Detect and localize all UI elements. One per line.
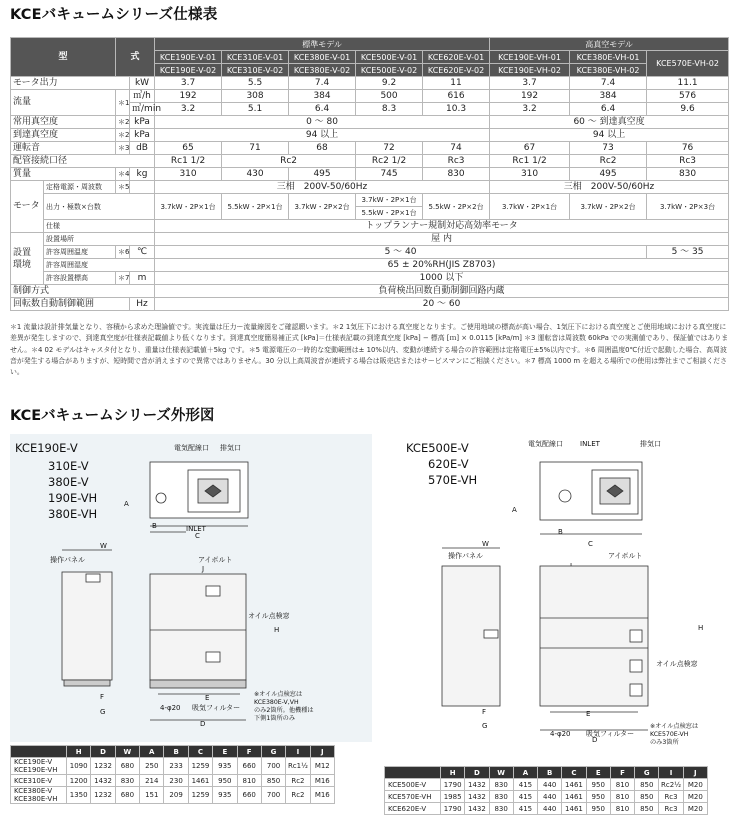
left-dim-e: E (205, 694, 210, 702)
right-side-view (442, 548, 500, 706)
left-model-0: KCE190E-V (15, 441, 78, 455)
dim-header: G (635, 767, 659, 779)
right-panel-label: 操作パネル (448, 552, 483, 560)
left-dim-j: J (202, 565, 205, 573)
dim-value: Rc2 (286, 787, 310, 804)
dim-value: 830 (115, 775, 139, 787)
value-cell: 67 (490, 142, 570, 155)
value-cell: 310 (490, 168, 570, 181)
value-cell: 3.7kW・2P×1台 (155, 194, 222, 220)
dim-header: H (67, 746, 91, 758)
value-cell: 5 〜 40 (155, 246, 647, 259)
unit-cell: kPa (130, 129, 155, 142)
dim-header: E (586, 767, 610, 779)
dim-value: 151 (140, 787, 164, 804)
row-label: モータ出力 (11, 77, 130, 90)
value-cell: 11.1 (647, 77, 729, 90)
dim-value: M16 (310, 787, 334, 804)
dim-value: 830 (489, 779, 513, 791)
left-oil-note-text-line: のみ2箇所。他機種は (254, 707, 314, 714)
dim-value: 209 (164, 787, 188, 804)
dim-value: 1232 (91, 787, 115, 804)
left-dim-h: H (274, 626, 280, 634)
left-oil-note-text: ※オイル点検窓は (254, 691, 303, 698)
value-cell: 3.2 (155, 103, 222, 116)
left-panel-label: 操作パネル (50, 556, 85, 564)
value-cell: Rc1 1/2 (490, 155, 570, 168)
dim-row (11, 775, 335, 787)
left-dim-c: C (195, 532, 200, 540)
header-high-vacuum-model: 高真空モデル (490, 38, 729, 51)
dim-row (385, 803, 708, 815)
value-cell: 384 (289, 90, 356, 103)
value-cell: 1000 以下 (155, 272, 729, 285)
left-dim-w: W (100, 542, 107, 550)
dim-value: 1461 (562, 803, 586, 815)
unit-cell: ㎥/h (130, 90, 155, 103)
left-holes-label: 4-φ20 (160, 704, 181, 712)
value-cell: 65 (155, 142, 222, 155)
dim-value: 1461 (562, 791, 586, 803)
dim-model: KCE500E-V (385, 779, 441, 791)
dim-value: 415 (513, 791, 537, 803)
right-dim-d: D (592, 736, 598, 744)
dim-header: W (115, 746, 139, 758)
dim-header: A (140, 746, 164, 758)
model-cell: KCE620E-V-02 (423, 64, 490, 77)
model-cell: KCE310E-V-02 (222, 64, 289, 77)
model-cell: KCE380E-V-01 (289, 51, 356, 64)
value-cell: 500 (356, 90, 423, 103)
dim-header: E (213, 746, 237, 758)
dim-value: M12 (310, 758, 334, 775)
right-dim-g: G (482, 722, 488, 730)
right-front-view (540, 566, 648, 730)
dim-value: 660 (237, 758, 261, 775)
right-oil-note-text-line: のみ3箇所 (650, 739, 679, 746)
row-label: 出力・極数×台数 (44, 194, 155, 220)
outline-drawings (10, 434, 730, 746)
model-cell: KCE570E-VH-02 (647, 51, 729, 77)
dim-value: 950 (213, 775, 237, 787)
dim-model: KCE310E-V (11, 775, 67, 787)
dim-value: Rc2 (286, 775, 310, 787)
dim-header (11, 746, 67, 758)
dim-value: 1461 (188, 775, 212, 787)
value-cell: 3.7kW・2P×1台 (490, 194, 570, 220)
left-dim-d: D (200, 720, 206, 728)
value-cell: 5 〜 35 (647, 246, 729, 259)
dim-value: 830 (489, 791, 513, 803)
value-cell: 495 (570, 168, 647, 181)
row-label: 到達真空度 (11, 129, 116, 142)
dim-value: 1432 (91, 775, 115, 787)
row-label: 許容周囲湿度 (44, 259, 155, 272)
left-filter-label: 吸気フィルター (192, 704, 241, 712)
value-cell: 3.7 (155, 77, 222, 90)
value-cell: 10.3 (423, 103, 490, 116)
unit-cell: ㎥/min (130, 103, 155, 116)
right-oil-note (650, 722, 700, 746)
dim-value: 415 (513, 779, 537, 791)
dim-value: 1461 (562, 779, 586, 791)
unit-cell: kg (130, 168, 155, 181)
value-cell: 73 (570, 142, 647, 155)
value-cell: 74 (423, 142, 490, 155)
right-dims-table (384, 766, 708, 815)
value-cell: Rc3 (647, 155, 729, 168)
spec-title: KCEバキュームシリーズ仕様表 (10, 7, 218, 23)
note-mark: ＊7 (116, 272, 130, 285)
value-cell: 94 以上 (490, 129, 729, 142)
dim-header: I (659, 767, 683, 779)
value-cell: 5.5 (222, 77, 289, 90)
model-cell: KCE500E-V-02 (356, 64, 423, 77)
row-label: 流量 (11, 90, 116, 116)
row-label: 配管接続口径 (11, 155, 155, 168)
dim-row (385, 779, 708, 791)
left-dim-g: G (100, 708, 106, 716)
left-model-2: 380E-V (48, 475, 89, 489)
model-cell: KCE190E-V-01 (155, 51, 222, 64)
dim-value: 850 (635, 803, 659, 815)
outline-title: KCEバキュームシリーズ外形図 (10, 408, 215, 424)
value-cell: 3.2 (490, 103, 570, 116)
dim-value: 415 (513, 803, 537, 815)
left-dim-b: B (152, 522, 157, 530)
unit-cell: m (130, 272, 155, 285)
dim-value: 1090 (67, 758, 91, 775)
value-cell: Rc2 (222, 155, 356, 168)
dim-header (385, 767, 441, 779)
value-cell: 94 以上 (155, 129, 490, 142)
value-cell: 9.2 (356, 77, 423, 90)
value-cell: 負荷検出回数自動制御回路内蔵 (155, 285, 729, 298)
value-cell: 屋 内 (155, 233, 729, 246)
dim-value: 440 (538, 803, 562, 815)
dim-header: J (683, 767, 707, 779)
dim-value: M16 (310, 775, 334, 787)
row-label: 定格電源・周波数 (44, 181, 116, 194)
dim-header: B (164, 746, 188, 758)
value-cell: 72 (356, 142, 423, 155)
dim-header: B (538, 767, 562, 779)
dim-header: H (441, 767, 465, 779)
dim-value: 1232 (91, 758, 115, 775)
value-cell: 430 (222, 168, 289, 181)
left-electrical-label: 電気配線口 (174, 444, 209, 452)
model-cell: KCE190E-VH-02 (490, 64, 570, 77)
right-dim-b: B (558, 528, 563, 536)
value-cell: 308 (222, 90, 289, 103)
dim-value: 233 (164, 758, 188, 775)
dim-value: 850 (635, 779, 659, 791)
right-dim-h: H (698, 624, 704, 632)
value-cell: 384 (570, 90, 647, 103)
value-cell: 830 (423, 168, 490, 181)
right-oil-note-text: ※オイル点検窓は (650, 723, 699, 730)
value-cell: 495 (289, 168, 356, 181)
right-oil-label: オイル点検窓 (656, 660, 698, 668)
dim-header: F (237, 746, 261, 758)
dim-header: D (465, 767, 489, 779)
right-filter-label: 吸気フィルター (586, 730, 635, 738)
dim-value: 1432 (465, 803, 489, 815)
value-cell: 3.7 (490, 77, 570, 90)
row-label: 回転数自動制御範囲 (11, 298, 130, 311)
left-eyebolt-label: アイボルト (198, 556, 233, 564)
value-cell: Rc1 1/2 (155, 155, 222, 168)
value-cell: 3.7kW・2P×2台 (289, 194, 356, 220)
value-cell: トップランナー規制対応高効率モータ (155, 220, 729, 233)
model-cell: KCE380E-V-02 (289, 64, 356, 77)
right-exhaust-label: 排気口 (640, 440, 661, 448)
dim-value: 810 (610, 779, 634, 791)
row-label: 質量 (11, 168, 116, 181)
value-cell: 5.5kW・2P×1台 (356, 207, 423, 220)
dim-value: 214 (140, 775, 164, 787)
right-top-view (540, 462, 642, 534)
dim-value: 935 (213, 787, 237, 804)
dim-row (385, 791, 708, 803)
left-dim-a: A (124, 500, 129, 508)
env-group-label: 設置 環境 (11, 233, 44, 285)
dim-value: 850 (261, 775, 285, 787)
dim-header: F (610, 767, 634, 779)
model-cell: KCE380E-VH-02 (570, 64, 647, 77)
value-cell: 192 (490, 90, 570, 103)
note-mark: ＊6 (116, 246, 130, 259)
value-cell: 68 (289, 142, 356, 155)
footnotes: ＊1 流量は設計排気量となり、容積から求めた理論値です。実流量は圧力ー流量線図をご確認願います。＊2 1気圧下における真空度となります。ご使用地域の標高が高い場合、1気圧下における真空度とご使用地域における真空度に差異が発生しますので、到達真空度が仕様表記載値より低くなります。到達真空度簡易補正式 [kPa]＝仕様表記載の到達真空度 [kPa] − 標高 [ｍ] × 0.0115 [kPa/m] ＊3 運転音は周波数 60kPa での実測値であり、保証値ではありません。＊4 02 モデルはキャスタ付となり、重量は仕様表記載値＋5kg です。＊5 電源電圧の一時的な変動範囲は± 10%以内、変動が連続する場合の許容範囲は定格電圧±5%以内です。＊6 周囲温度0℃付近で起動した場合、高周波音が発生する場合がありますが、短時間で音が消えますので異常ではありません。30 分以上高周波音が連続する場合は販売店またはサービスマンにご相談ください。＊7 標高 1000 m を超える場所での使用は弊社までご相談ください。 (10, 323, 729, 377)
row-label: 運転音 (11, 142, 116, 155)
value-cell: 0 〜 80 (155, 116, 490, 129)
note-mark: ＊5 (116, 181, 130, 194)
dim-value: 830 (489, 803, 513, 815)
value-cell: 60 〜 到達真空度 (490, 116, 729, 129)
left-oil-label: オイル点検窓 (248, 612, 290, 620)
dim-value: 950 (586, 779, 610, 791)
right-model-list (406, 441, 477, 487)
model-cell: KCE190E-V-02 (155, 64, 222, 77)
unit-cell: kPa (130, 116, 155, 129)
model-cell: KCE310E-V-01 (222, 51, 289, 64)
dim-value: 700 (261, 758, 285, 775)
left-inlet-label: INLET (186, 525, 206, 533)
dim-value: Rc3 (659, 791, 683, 803)
dim-value: 850 (635, 791, 659, 803)
dim-header: G (261, 746, 285, 758)
dim-value: 810 (610, 791, 634, 803)
left-dim-f: F (100, 693, 105, 701)
model-cell: KCE500E-V-01 (356, 51, 423, 64)
dim-value: M20 (683, 803, 707, 815)
dim-header: I (286, 746, 310, 758)
dim-model: KCE190E-V KCE190E-VH (11, 758, 67, 775)
dim-value: 700 (261, 787, 285, 804)
value-cell: Rc2 (570, 155, 647, 168)
note-mark: ＊3 (116, 142, 130, 155)
value-cell: 11 (423, 77, 490, 90)
dim-value: 1259 (188, 758, 212, 775)
motor-group-label: モータ (11, 181, 44, 233)
unit-cell: dB (130, 142, 155, 155)
row-label: 許容周囲温度 (44, 246, 116, 259)
left-exhaust-label: 排気口 (220, 444, 241, 452)
dim-value: 950 (586, 803, 610, 815)
note-mark: ＊2 (116, 116, 130, 129)
spec-table (10, 37, 729, 311)
dim-value: 680 (115, 758, 139, 775)
value-cell: 5.1 (222, 103, 289, 116)
right-model-1: 620E-V (428, 457, 469, 471)
dim-value: Rc3 (659, 803, 683, 815)
dim-value: 440 (538, 779, 562, 791)
note-mark: ＊1 (116, 90, 130, 116)
dim-model: KCE380E-V KCE380E-VH (11, 787, 67, 804)
right-dim-w: W (482, 540, 489, 548)
row-label: 制御方式 (11, 285, 155, 298)
left-dims-table (10, 745, 335, 804)
dim-value: 1432 (465, 791, 489, 803)
unit-cell: ℃ (130, 246, 155, 259)
value-cell: 6.4 (289, 103, 356, 116)
right-dim-a: A (512, 506, 517, 514)
dim-value: 230 (164, 775, 188, 787)
note-mark: ＊2 (116, 129, 130, 142)
value-cell: Rc2 1/2 (356, 155, 423, 168)
right-dim-e: E (586, 710, 591, 718)
dim-value: 1432 (465, 779, 489, 791)
dim-header: J (310, 746, 334, 758)
value-cell: 65 ± 20%RH(JIS Z8703) (155, 259, 729, 272)
dim-value: 810 (610, 803, 634, 815)
right-model-0: KCE500E-V (406, 441, 469, 455)
value-cell: 3.7kW・2P×2台 (570, 194, 647, 220)
dim-header: C (562, 767, 586, 779)
dim-value: 680 (115, 787, 139, 804)
model-cell: KCE620E-V-01 (423, 51, 490, 64)
dim-value: M20 (683, 791, 707, 803)
dim-value: Rc1½ (286, 758, 310, 775)
value-cell: 3.7kW・2P×3台 (647, 194, 729, 220)
dim-value: 950 (586, 791, 610, 803)
note-mark: ＊4 (116, 168, 130, 181)
dim-header: A (513, 767, 537, 779)
right-dim-c: C (588, 540, 593, 548)
value-cell: 5.5kW・2P×2台 (423, 194, 490, 220)
value-cell: 71 (222, 142, 289, 155)
dim-value: 1985 (441, 791, 465, 803)
value-cell: Rc3 (423, 155, 490, 168)
value-cell: 830 (647, 168, 729, 181)
right-electrical-label: 電気配線口 (528, 440, 563, 448)
dim-row (11, 787, 335, 804)
unit-cell: kW (130, 77, 155, 90)
value-cell: 745 (356, 168, 423, 181)
dim-value: Rc2½ (659, 779, 683, 791)
row-label: 常用真空度 (11, 116, 116, 129)
dim-model: KCE570E-VH (385, 791, 441, 803)
dim-value: 440 (538, 791, 562, 803)
value-cell: 9.6 (647, 103, 729, 116)
value-cell: 3.7kW・2P×1台 (356, 194, 423, 207)
row-label: 仕様 (44, 220, 155, 233)
value-cell: 三相 200V-50/60Hz (155, 181, 490, 194)
dim-value: 935 (213, 758, 237, 775)
left-oil-note-text-line: KCE380E-V,VH (254, 699, 299, 706)
dim-header: D (91, 746, 115, 758)
row-label: 設置場所 (44, 233, 155, 246)
dim-model: KCE620E-V (385, 803, 441, 815)
dim-value: M20 (683, 779, 707, 791)
right-eyebolt-label: アイボルト (608, 552, 643, 560)
value-cell: 7.4 (570, 77, 647, 90)
dim-header: C (188, 746, 212, 758)
dim-row (11, 758, 335, 775)
left-model-4: 380E-VH (48, 507, 98, 521)
right-inlet-label: INLET (580, 440, 600, 448)
dim-header: W (489, 767, 513, 779)
dim-value: 1350 (67, 787, 91, 804)
value-cell: 5.5kW・2P×1台 (222, 194, 289, 220)
value-cell: 76 (647, 142, 729, 155)
left-model-1: 310E-V (48, 459, 89, 473)
right-model-2: 570E-VH (428, 473, 478, 487)
left-oil-note-text-line: 下側1箇所のみ (254, 715, 296, 722)
dim-value: 250 (140, 758, 164, 775)
right-holes-label: 4-φ20 (550, 730, 571, 738)
value-cell: 7.4 (289, 77, 356, 90)
value-cell: 310 (155, 168, 222, 181)
header-format: 式 (116, 38, 155, 77)
dim-value: 660 (237, 787, 261, 804)
dim-value: 1790 (441, 779, 465, 791)
header-standard-model: 標準モデル (155, 38, 490, 51)
value-cell: 6.4 (570, 103, 647, 116)
right-dim-f: F (482, 708, 487, 716)
dim-value: 1259 (188, 787, 212, 804)
left-model-3: 190E-VH (48, 491, 98, 505)
model-cell: KCE190E-VH-01 (490, 51, 570, 64)
unit-cell: Hz (130, 298, 155, 311)
dim-value: 1790 (441, 803, 465, 815)
right-oil-note-text-line: KCE570E-VH (650, 731, 689, 738)
value-cell: 20 〜 60 (155, 298, 729, 311)
header-type: 型 (11, 38, 116, 77)
value-cell: 192 (155, 90, 222, 103)
value-cell: 616 (423, 90, 490, 103)
row-label: 許容設置標高 (44, 272, 116, 285)
value-cell: 576 (647, 90, 729, 103)
model-cell: KCE380E-VH-01 (570, 51, 647, 64)
value-cell: 8.3 (356, 103, 423, 116)
dim-value: 1200 (67, 775, 91, 787)
value-cell: 三相 200V-50/60Hz (490, 181, 729, 194)
dim-value: 810 (237, 775, 261, 787)
